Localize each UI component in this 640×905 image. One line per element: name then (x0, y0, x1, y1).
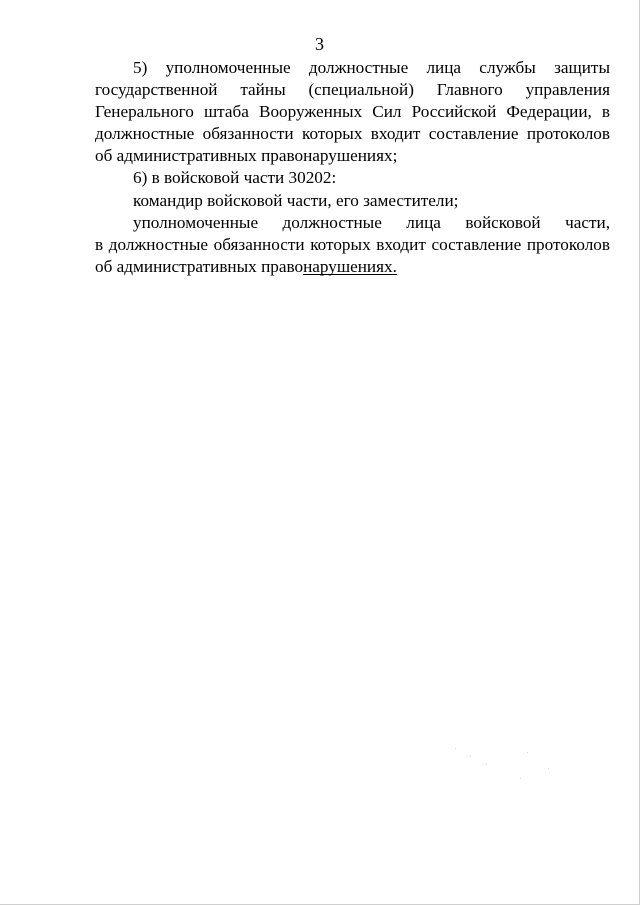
paragraph-item-6: 6) в войсковой части 30202: (133, 168, 337, 188)
scan-speck (548, 768, 549, 769)
scan-speck (486, 764, 487, 765)
paragraph-commander: командир войсковой части, его заместители; (133, 190, 459, 210)
scan-speck (470, 756, 471, 757)
paragraph-item-5: 5) уполномоченные должностные лица службы защиты государственной тайны (специальной) Главного управления Генерального штаба Вооруженных Сил Российской Федерации, в должностные обязанности которых входит составление протоколов об административных правонарушениях; (95, 58, 610, 166)
scan-speck (527, 752, 528, 753)
end-divider (303, 274, 397, 275)
page-number: 3 (315, 34, 324, 54)
scan-speck (520, 778, 521, 779)
document-body (95, 57, 610, 278)
scan-speck (455, 748, 456, 749)
paragraph-authorized-officials: уполномоченные должностные лица войсковой части, (133, 212, 610, 232)
paragraph-authorized-officials-continued: в должностные обязанности которых входит составление протоколов об административных правонарушениях. (95, 234, 610, 276)
